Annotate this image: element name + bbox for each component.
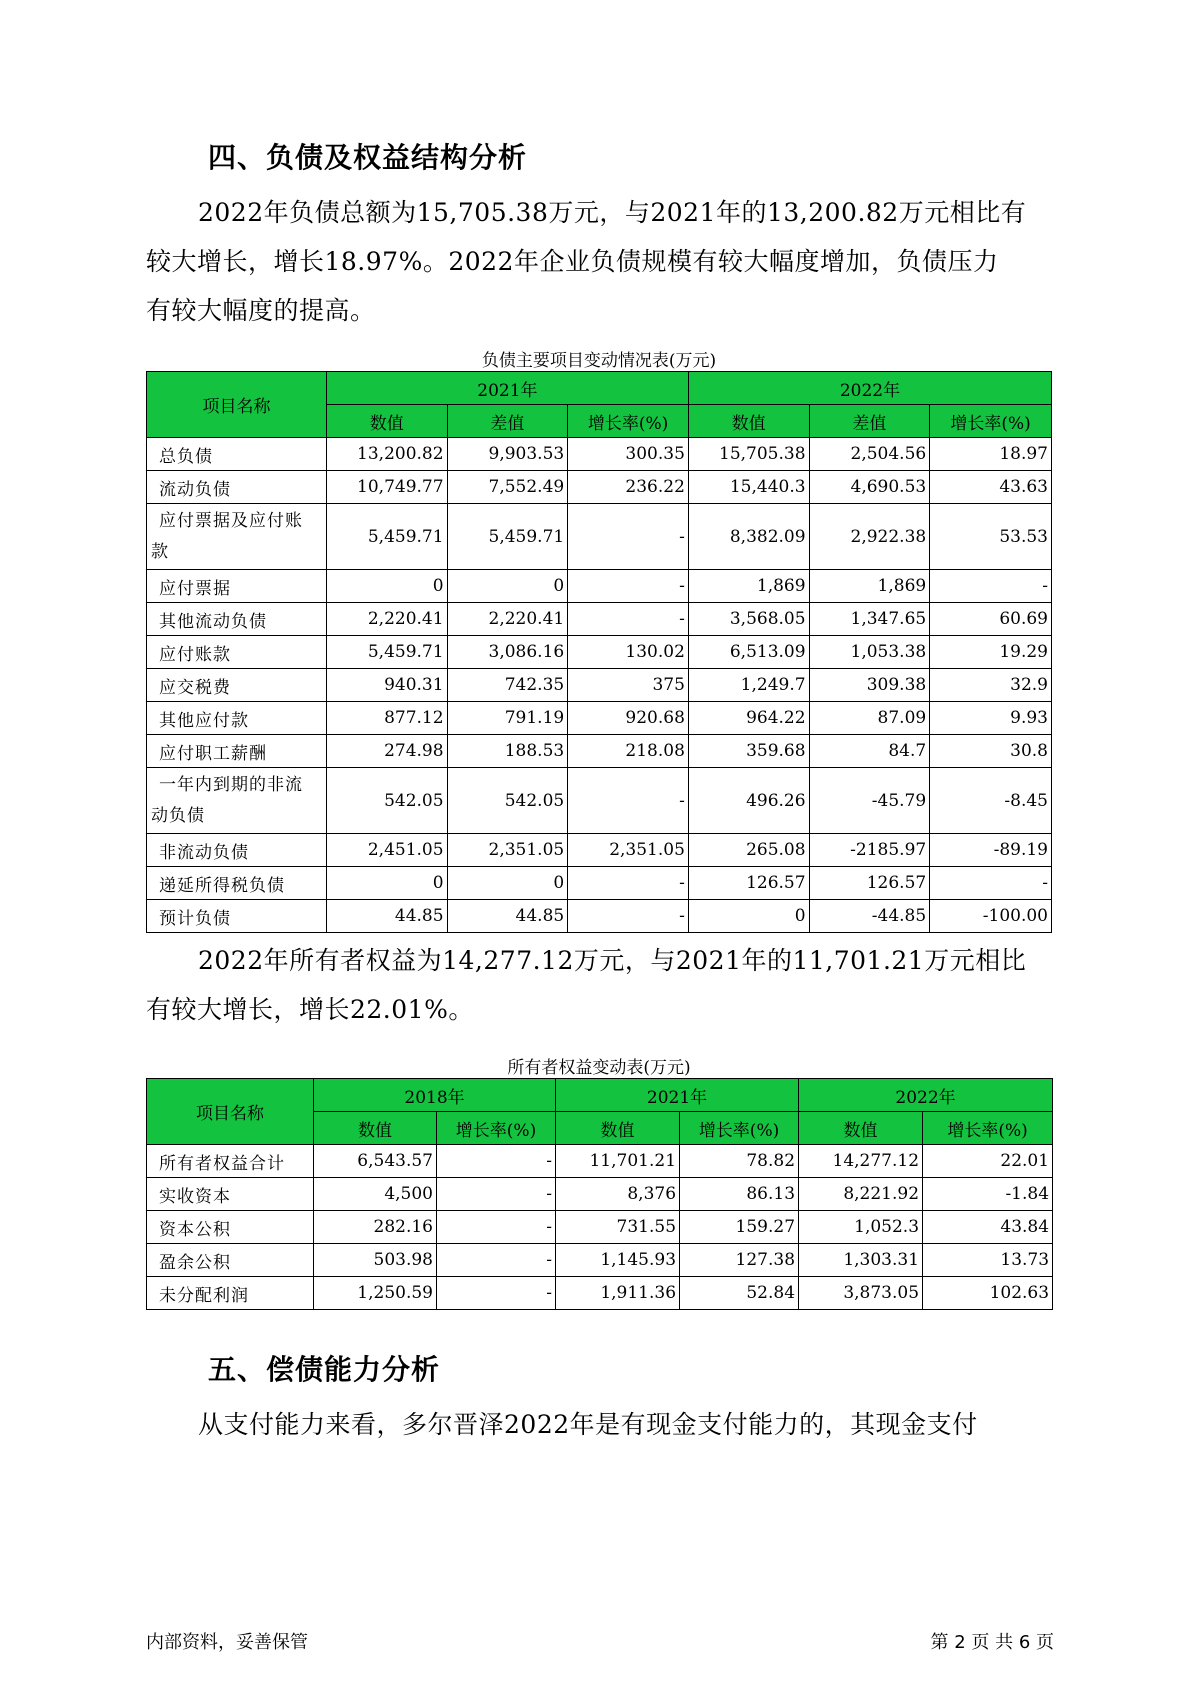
table-cell: - [568,768,689,834]
table-cell: 53.53 [930,504,1052,570]
table-cell: 84.7 [809,735,930,768]
table-cell: - [930,867,1052,900]
table-cell: -8.45 [930,768,1052,834]
item-name-header: 项目名称 [147,372,327,438]
table-row [147,1145,1053,1178]
row-label: 实收资本 [147,1178,314,1211]
sub-header: 增长率(%) [923,1112,1053,1145]
table2-caption: 所有者权益变动表(万元) [507,1058,691,1078]
table-cell: 218.08 [568,735,689,768]
table-row [147,471,1052,504]
table-cell: 503.98 [314,1244,437,1277]
table-cell: -2185.97 [809,834,930,867]
sub-header: 数值 [326,405,447,438]
table-cell: 7,552.49 [447,471,568,504]
table-cell: 44.85 [447,900,568,933]
table-cell: 0 [447,867,568,900]
table-cell: 282.16 [314,1211,437,1244]
row-label: 应付账款 [147,636,327,669]
table-row [147,1178,1053,1211]
footer-page-number: 第 2 页 共 6 页 [930,1632,1054,1653]
table-cell: 19.29 [930,636,1052,669]
table-row [147,603,1052,636]
table-cell: 5,459.71 [326,636,447,669]
table-cell: 1,250.59 [314,1277,437,1310]
row-label: 应付票据 [147,570,327,603]
table-cell: - [437,1178,556,1211]
solvency-paragraph [146,1400,1046,1449]
table-cell: 4,500 [314,1178,437,1211]
table-cell: 359.68 [688,735,809,768]
year-header: 2022年 [799,1079,1053,1112]
table-cell: 13.73 [923,1244,1053,1277]
table-cell: 0 [326,867,447,900]
table-cell: 5,459.71 [326,504,447,570]
table-row [147,669,1052,702]
row-label: 总负债 [147,438,327,471]
table-row [147,636,1052,669]
row-label: 流动负债 [147,471,327,504]
row-label: 一年内到期的非流动负债 [147,768,327,834]
table-cell: - [437,1244,556,1277]
row-label: 非流动负债 [147,834,327,867]
table-cell: 2,351.05 [568,834,689,867]
sub-header: 增长率(%) [680,1112,799,1145]
table-cell: 127.38 [680,1244,799,1277]
table-cell: 44.85 [326,900,447,933]
table-cell: - [930,570,1052,603]
table-cell: 3,568.05 [688,603,809,636]
row-label: 盈余公积 [147,1244,314,1277]
table-row [147,1244,1053,1277]
paragraph-line: 有较大幅度的提高。 [146,296,376,325]
table-row [147,504,1052,570]
table-cell: - [437,1277,556,1310]
table-row [147,900,1052,933]
table-cell: 9.93 [930,702,1052,735]
table-cell: 126.57 [688,867,809,900]
table-cell: - [568,867,689,900]
sub-header: 增长率(%) [930,405,1052,438]
liabilities-paragraph [146,188,1046,335]
table-cell: 2,351.05 [447,834,568,867]
table-cell: 10,749.77 [326,471,447,504]
table-cell: 0 [326,570,447,603]
table-cell: 30.8 [930,735,1052,768]
table-cell: 2,451.05 [326,834,447,867]
table-cell: - [568,603,689,636]
table-cell: 1,869 [809,570,930,603]
equity-table [146,1078,1053,1310]
table-cell: 8,382.09 [688,504,809,570]
table-cell: 6,513.09 [688,636,809,669]
table-cell: 3,873.05 [799,1277,923,1310]
row-label: 预计负债 [147,900,327,933]
section5-heading: 五、偿债能力分析 [208,1353,441,1386]
table-row [147,867,1052,900]
table-cell: - [437,1211,556,1244]
table-cell: 9,903.53 [447,438,568,471]
sub-header: 数值 [556,1112,680,1145]
table-cell: 2,220.41 [326,603,447,636]
table-cell: 0 [688,900,809,933]
table-cell: 1,145.93 [556,1244,680,1277]
row-label: 递延所得税负债 [147,867,327,900]
table-cell: 0 [447,570,568,603]
paragraph-line: 较大增长，增长18.97%。2022年企业负债规模有较大幅度增加，负债压力 [146,247,999,276]
table-cell: - [437,1145,556,1178]
table-cell: 542.05 [447,768,568,834]
row-label: 应付票据及应付账款 [147,504,327,570]
table-cell: 1,869 [688,570,809,603]
table-row [147,735,1052,768]
table1-caption: 负债主要项目变动情况表(万元) [481,351,717,371]
row-label: 未分配利润 [147,1277,314,1310]
paragraph-line: 从支付能力来看，多尔晋泽2022年是有现金支付能力的，其现金支付 [198,1410,978,1439]
table-cell: 102.63 [923,1277,1053,1310]
table-cell: -45.79 [809,768,930,834]
equity-paragraph [146,936,1046,1034]
table-cell: 43.63 [930,471,1052,504]
year-header: 2018年 [314,1079,556,1112]
sub-header: 增长率(%) [437,1112,556,1145]
table-cell: 2,504.56 [809,438,930,471]
paragraph-line: 2022年负债总额为15,705.38万元，与2021年的13,200.82万元相比有 [198,198,1027,227]
table-cell: 87.09 [809,702,930,735]
paragraph-line: 2022年所有者权益为14,277.12万元，与2021年的11,701.21万元相比 [198,946,1027,975]
table-row [147,438,1052,471]
table-cell: - [568,504,689,570]
sub-header: 数值 [799,1112,923,1145]
table-cell: 15,440.3 [688,471,809,504]
table-cell: 11,701.21 [556,1145,680,1178]
table-cell: 5,459.71 [447,504,568,570]
table-cell: 877.12 [326,702,447,735]
table-row [147,570,1052,603]
table-row [147,1211,1053,1244]
year-header: 2022年 [688,372,1051,405]
table-cell: 920.68 [568,702,689,735]
table-cell: -44.85 [809,900,930,933]
table-cell: 309.38 [809,669,930,702]
table-cell: 126.57 [809,867,930,900]
table-cell: 274.98 [326,735,447,768]
table-cell: -100.00 [930,900,1052,933]
row-label: 应交税费 [147,669,327,702]
table-cell: 300.35 [568,438,689,471]
table-cell: 265.08 [688,834,809,867]
table-cell: 43.84 [923,1211,1053,1244]
table-cell: -89.19 [930,834,1052,867]
table-cell: 188.53 [447,735,568,768]
table-cell: 731.55 [556,1211,680,1244]
table-row [147,768,1052,834]
liabilities-table [146,371,1052,933]
table-cell: 742.35 [447,669,568,702]
sub-header: 差值 [809,405,930,438]
paragraph-line: 有较大增长，增长22.01%。 [146,995,474,1024]
table-cell: - [568,570,689,603]
table-cell: 964.22 [688,702,809,735]
table-row [147,834,1052,867]
table-cell: 60.69 [930,603,1052,636]
table-cell: 1,249.7 [688,669,809,702]
table-cell: 2,220.41 [447,603,568,636]
table-cell: 542.05 [326,768,447,834]
table-cell: - [568,900,689,933]
section4-heading: 四、负债及权益结构分析 [208,141,528,174]
year-header: 2021年 [326,372,688,405]
table-cell: 236.22 [568,471,689,504]
table-cell: 18.97 [930,438,1052,471]
table-cell: 3,086.16 [447,636,568,669]
table-cell: 940.31 [326,669,447,702]
table-cell: 1,052.3 [799,1211,923,1244]
row-label: 所有者权益合计 [147,1145,314,1178]
table-cell: 13,200.82 [326,438,447,471]
table-cell: 159.27 [680,1211,799,1244]
table-cell: 2,922.38 [809,504,930,570]
row-label: 其他应付款 [147,702,327,735]
table-cell: 15,705.38 [688,438,809,471]
year-header: 2021年 [556,1079,799,1112]
table-cell: -1.84 [923,1178,1053,1211]
sub-header: 增长率(%) [568,405,689,438]
table-cell: 86.13 [680,1178,799,1211]
table-row [147,702,1052,735]
table-cell: 4,690.53 [809,471,930,504]
sub-header: 差值 [447,405,568,438]
table-cell: 78.82 [680,1145,799,1178]
sub-header: 数值 [314,1112,437,1145]
sub-header: 数值 [688,405,809,438]
table-cell: 8,376 [556,1178,680,1211]
row-label: 其他流动负债 [147,603,327,636]
table-cell: 52.84 [680,1277,799,1310]
table-cell: 6,543.57 [314,1145,437,1178]
table-cell: 32.9 [930,669,1052,702]
item-name-header: 项目名称 [147,1079,314,1145]
table-cell: 14,277.12 [799,1145,923,1178]
table-cell: 496.26 [688,768,809,834]
footer-confidential-note: 内部资料，妥善保管 [146,1632,308,1653]
table-cell: 8,221.92 [799,1178,923,1211]
table-cell: 1,911.36 [556,1277,680,1310]
table-row [147,1277,1053,1310]
table-cell: 1,053.38 [809,636,930,669]
table-cell: 1,303.31 [799,1244,923,1277]
table-cell: 130.02 [568,636,689,669]
row-label: 应付职工薪酬 [147,735,327,768]
table-cell: 375 [568,669,689,702]
table-cell: 22.01 [923,1145,1053,1178]
table-cell: 1,347.65 [809,603,930,636]
row-label: 资本公积 [147,1211,314,1244]
table-cell: 791.19 [447,702,568,735]
